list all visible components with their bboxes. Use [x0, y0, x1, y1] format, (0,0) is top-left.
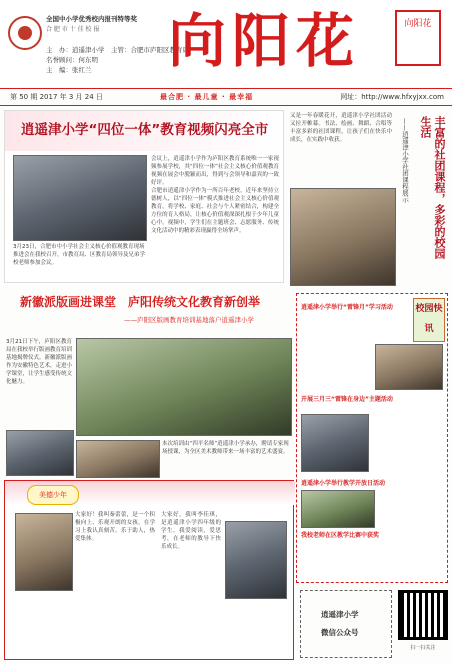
award-line: 全国中小学优秀校内报刊特等奖	[46, 15, 137, 23]
website-link[interactable]: 网址：http://www.hfxyjxx.com	[340, 93, 444, 101]
wechat-box	[300, 590, 392, 658]
student-profile-1: 大家好！我叫秦蕾蕾，是一个积极向上、乐观开朗的女孩。在学习上我认真刻苦，乐于助人，热爱集体。	[75, 512, 155, 542]
wechat-line-1: 逍遥津小学	[321, 610, 359, 619]
group-photo	[76, 338, 292, 436]
group-caption: 本次培训由“四平名师”逍遥津小学承办，聘请专家现场授课，为全区美术教师带来一场丰富的艺术盛宴。	[162, 441, 289, 455]
news-photo-1	[301, 414, 369, 472]
student-photo-2	[225, 521, 287, 599]
article-video-award	[4, 110, 284, 283]
article-printmaking-header	[4, 291, 296, 337]
title-seal: 向阳花	[395, 10, 441, 66]
article-body: 3月21日下午，庐阳区教育局在我校举行版画教育培训基地揭牌仪式。新徽派版画作为安徽特色艺术，走进小学课堂，让学生感受传统文化魅力。	[6, 339, 72, 385]
issue-bar	[0, 88, 452, 106]
clubs-body: 又是一年春暖花开，逍遥津小学社团活动又拉开帷幕。书法、绘画、舞蹈、合唱等丰富多彩的社团课程，让孩子们在快乐中成长，在实践中收获。	[290, 113, 392, 143]
meeting-photo	[13, 155, 147, 241]
wechat-line-2: 微信公众号	[321, 628, 359, 637]
staff-editor: 主 编：张红兰	[46, 66, 92, 74]
article-body-main: 合肥市逍遥津小学作为一所百年老校，近年来坚持立德树人，以“四位一体”模式推进社会主义核心价值观教育，将学校、家庭、社会与个人紧密结合，构建全方位的育人格局，让核心价值观深深扎根于少年儿童心中。视频中，学生们在主题班会、志愿服务、传统文化活动中的精彩表现赢得全场掌声。	[151, 188, 279, 234]
photo-caption: 3月23日，合肥市中小学社会主义核心价值观教育现场推进会在我校召开，市教育局、区教育局领导及兄弟学校老师参加会议。	[13, 244, 146, 266]
clubs-subtitle: ——逍遥津小学社团课程展示	[401, 118, 409, 203]
workshop-photo	[76, 440, 160, 478]
news-photo-2	[375, 344, 443, 390]
campus-news-sidebar	[296, 293, 448, 583]
news-item-4: 我校老师在区教学比赛中获奖	[301, 532, 380, 539]
qr-code-icon[interactable]	[398, 590, 448, 640]
issue-number: 第 50 期 2017 年 3 月 24 日	[10, 93, 103, 101]
staff-host: 主 办：逍遥津小学 主管：合肥市庐阳区教育局	[46, 46, 189, 54]
news-item-3: 逍遥津小学举行教学开放日活动	[301, 480, 386, 487]
news-item-1: 逍遥津小学举行“雷锋月”学习活动	[301, 304, 393, 311]
virtue-youth-profiles	[4, 480, 294, 660]
student-profile-2: 大家好，我叫李佳琪，是逍遥津小学四年级的学生。我爱阅读，爱思考，在老师的教导下快乐成长。	[161, 512, 221, 550]
virtue-badge: 美德少年	[27, 485, 79, 505]
article-headline: 逍遥津小学“四位一体”教育视频闪亮全市	[21, 122, 269, 138]
article-subhead: ——庐阳区版画教育培训基地落户逍遥津小学	[124, 316, 254, 324]
student-photo-1	[15, 513, 73, 591]
news-photo-3	[301, 490, 375, 528]
news-item-2: 开展三月三“雷锋在身边”主题活动	[301, 396, 393, 403]
class-photo	[6, 430, 74, 476]
article-body-intro: 会议上，逍遥津小学作为庐阳区教育系统唯一一家视频参展学校，其“四位一体”社会主义核心价值观教育视频在展会中脱颖而出，得到与会领导和嘉宾的一致好评。	[151, 156, 279, 185]
award-line-2: 合 肥 市 十 佳 校 报	[46, 26, 100, 33]
qr-label: 扫一扫关注	[410, 645, 436, 651]
article-header	[5, 111, 283, 151]
article-headline: 新徽派版画进课堂 庐阳传统文化教育新创举	[20, 295, 261, 309]
staff-advisor: 名誉顾问：何东明	[46, 56, 98, 64]
slogan: 最合肥 · 最儿童 · 最幸福	[160, 93, 254, 101]
clubs-photo	[290, 188, 396, 286]
clubs-title: 丰富的社团课程，多彩的校园生活	[419, 116, 446, 259]
campus-news-badge: 校园快讯	[413, 298, 445, 342]
school-logo-icon	[8, 16, 42, 50]
newspaper-title: 向阳花	[168, 7, 361, 75]
masthead	[0, 0, 452, 86]
